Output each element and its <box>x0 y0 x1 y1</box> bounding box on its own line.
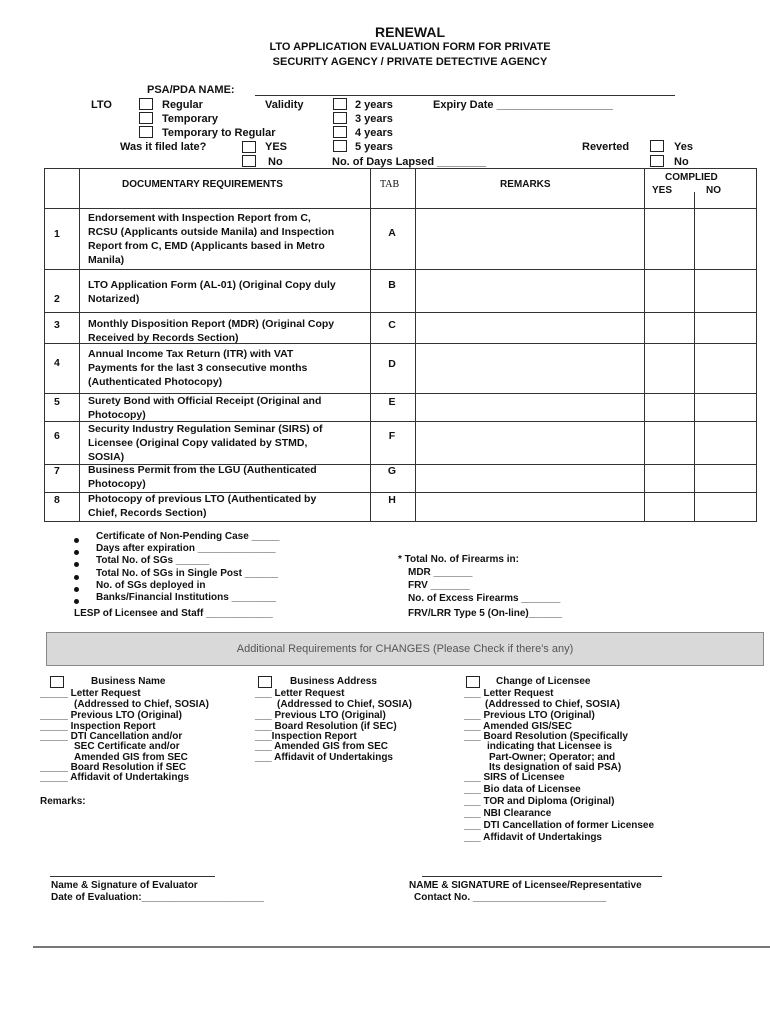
licensee-item: (Addressed to Chief, SOSIA) <box>485 699 621 710</box>
form-title: RENEWAL <box>375 24 445 40</box>
filed-late-label: Was it filed late? <box>120 141 207 153</box>
row-number: 4 <box>54 357 60 369</box>
reverted-yes-checkbox[interactable] <box>650 140 664 152</box>
licensee-signature-line[interactable] <box>422 876 662 877</box>
bullet-icon <box>74 562 79 567</box>
filed-late-yes-label: YES <box>265 141 288 153</box>
page-bottom-divider <box>33 946 770 948</box>
business-name-item: _____ Affidavit of Undertakings <box>40 772 190 783</box>
evaluator-signature-line[interactable] <box>50 876 215 877</box>
licensee-signature-label: NAME & SIGNATURE of Licensee/Representative <box>409 880 642 891</box>
form-subtitle-line2: SECURITY AGENCY / PRIVATE DETECTIVE AGENCY <box>272 56 548 68</box>
licensee-item: ___ Affidavit of Undertakings <box>464 832 602 843</box>
col-header-complied: COMPLIED <box>665 172 718 183</box>
reverted-label: Reverted <box>582 141 630 153</box>
checklist-item: Banks/Financial Institutions ________ <box>96 592 277 603</box>
licensee-item: ___ TOR and Diploma (Original) <box>464 796 615 807</box>
expiry-date-field[interactable]: Expiry Date ___________________ <box>433 99 613 111</box>
lto-temp-to-regular-label: Temporary to Regular <box>162 127 276 139</box>
row-number: 3 <box>54 319 60 331</box>
licensee-item: ___ Bio data of Licensee <box>464 784 581 795</box>
business-address-title: Business Address <box>290 676 377 687</box>
tab-letter: G <box>387 465 397 477</box>
evaluator-signature-label: Name & Signature of Evaluator <box>51 880 198 891</box>
business-address-item: ___ Amended GIS from SEC <box>255 741 388 752</box>
requirement-text: Monthly Disposition Report (MDR) (Original Copy Received by Records Section) <box>88 318 335 344</box>
lto-regular-checkbox[interactable] <box>139 98 153 110</box>
psa-name-field[interactable] <box>255 95 675 96</box>
lto-regular-label: Regular <box>162 99 203 111</box>
firearms-item: No. of Excess Firearms _______ <box>408 593 561 604</box>
bullet-icon <box>74 575 79 580</box>
business-name-item: (Addressed to Chief, SOSIA) <box>74 699 210 710</box>
col-header-requirements: DOCUMENTARY REQUIREMENTS <box>122 179 283 190</box>
tab-letter: E <box>388 396 396 408</box>
licensee-item: Its designation of said PSA) <box>489 762 622 773</box>
col-header-yes: YES <box>652 185 673 196</box>
validity-3y-label: 3 years <box>355 113 393 125</box>
licensee-item: ___ Board Resolution (Specifically <box>464 731 628 742</box>
filed-late-no-checkbox[interactable] <box>242 155 256 167</box>
firearms-title: * Total No. of Firearms in: <box>398 554 519 565</box>
firearms-item: FRV/LRR Type 5 (On-line)______ <box>408 608 563 619</box>
firearms-item: MDR _______ <box>408 567 473 578</box>
business-address-item: ___ Letter Request <box>255 688 345 699</box>
business-name-item: SEC Certificate and/or <box>74 741 180 752</box>
checklist-item: No. of SGs deployed in <box>96 580 206 591</box>
business-name-item: _____ DTI Cancellation and/or <box>40 731 183 742</box>
col-header-tab: TAB <box>380 179 400 190</box>
lto-temp-to-regular-checkbox[interactable] <box>139 126 153 138</box>
col-header-no: NO <box>706 185 721 196</box>
tab-letter: D <box>388 358 396 370</box>
requirement-text: Surety Bond with Official Receipt (Original and Photocopy) <box>88 395 322 421</box>
licensee-item: ___ DTI Cancellation of former Licensee <box>464 820 655 831</box>
lesp-field: LESP of Licensee and Staff ____________ <box>74 608 273 619</box>
business-address-item: ___ Previous LTO (Original) <box>255 710 386 721</box>
days-lapsed-field[interactable]: No. of Days Lapsed ________ <box>332 156 487 168</box>
row-number: 5 <box>54 396 60 408</box>
validity-4y-label: 4 years <box>355 127 393 139</box>
contact-number-field[interactable]: Contact No. ________________________ <box>414 892 607 903</box>
validity-4y-checkbox[interactable] <box>333 126 347 138</box>
changes-banner: Additional Requirements for CHANGES (Please Check if there's any) <box>46 632 764 666</box>
checklist-item: Total No. of SGs in Single Post ______ <box>96 568 279 579</box>
bullet-icon <box>74 538 79 543</box>
col-header-remarks: REMARKS <box>500 179 551 190</box>
validity-3y-checkbox[interactable] <box>333 112 347 124</box>
row-number: 8 <box>54 494 60 506</box>
business-address-item: ___ Board Resolution (if SEC) <box>255 721 397 732</box>
change-of-licensee-title: Change of Licensee <box>496 676 591 687</box>
tab-letter: H <box>388 494 396 506</box>
validity-label: Validity <box>265 99 304 111</box>
business-name-item: _____ Previous LTO (Original) <box>40 710 182 721</box>
checklist-item: Days after expiration ______________ <box>96 543 276 554</box>
tab-letter: A <box>388 227 396 239</box>
checklist-item: Certificate of Non-Pending Case _____ <box>96 531 280 542</box>
form-subtitle-line1: LTO APPLICATION EVALUATION FORM FOR PRIVATE <box>269 41 551 53</box>
validity-2y-label: 2 years <box>355 99 393 111</box>
bullet-icon <box>74 550 79 555</box>
business-name-checkbox[interactable] <box>50 676 64 688</box>
business-name-item: _____ Letter Request <box>40 688 141 699</box>
business-name-item: Amended GIS from SEC <box>74 752 188 763</box>
reverted-no-label: No <box>674 156 689 168</box>
licensee-item: ___ Previous LTO (Original) <box>464 710 595 721</box>
licensee-item: ___ NBI Clearance <box>464 808 552 819</box>
checklist-item: Total No. of SGs ______ <box>96 555 210 566</box>
filed-late-no-label: No <box>268 156 283 168</box>
licensee-item: ___ Amended GIS/SEC <box>464 721 572 732</box>
business-address-item: ___ Affidavit of Undertakings <box>255 752 393 763</box>
lto-temporary-label: Temporary <box>162 113 219 125</box>
change-of-licensee-checkbox[interactable] <box>466 676 480 688</box>
business-name-item: _____ Inspection Report <box>40 721 156 732</box>
firearms-item: FRV _______ <box>408 580 470 591</box>
business-name-title: Business Name <box>91 676 166 687</box>
requirement-text: LTO Application Form (AL-01) (Original Copy duly Notarized) <box>88 279 336 305</box>
tab-letter: F <box>388 430 396 442</box>
row-number: 6 <box>54 430 60 442</box>
row-number: 7 <box>54 465 60 477</box>
bullet-icon <box>74 599 79 604</box>
licensee-item: Part-Owner; Operator; and <box>489 752 616 763</box>
requirement-text: Endorsement with Inspection Report from C, RCSU (Applicants outside Manila) and Inspection Report from C, EMD (Applicants based in Metro Manila) <box>88 212 335 266</box>
validity-5y-label: 5 years <box>355 141 393 153</box>
requirement-text: Annual Income Tax Return (ITR) with VAT Payments for the last 3 consecutive months (Authenticated Photocopy) <box>88 348 308 388</box>
bullet-icon <box>74 587 79 592</box>
requirement-text: Photocopy of previous LTO (Authenticated by Chief, Records Section) <box>88 493 317 519</box>
row-number: 1 <box>54 228 60 240</box>
licensee-item: ___ SIRS of Licensee <box>464 772 565 783</box>
validity-2y-checkbox[interactable] <box>333 98 347 110</box>
reverted-no-checkbox[interactable] <box>650 155 664 167</box>
business-address-checkbox[interactable] <box>258 676 272 688</box>
licensee-item: ___ Letter Request <box>464 688 554 699</box>
row-number: 2 <box>54 293 60 305</box>
requirement-text: Business Permit from the LGU (Authenticated Photocopy) <box>88 464 317 490</box>
tab-letter: B <box>388 279 396 291</box>
tab-letter: C <box>388 319 396 331</box>
validity-5y-checkbox[interactable] <box>333 140 347 152</box>
evaluation-date-field[interactable]: Date of Evaluation:______________________ <box>51 892 264 903</box>
filed-late-yes-checkbox[interactable] <box>242 141 256 153</box>
requirement-text: Security Industry Regulation Seminar (SIRS) of Licensee (Original Copy validated by STMD, SOSIA) <box>88 423 323 463</box>
psa-name-label: PSA/PDA NAME: <box>147 84 235 96</box>
business-name-item: _____ Board Resolution if SEC <box>40 762 187 773</box>
requirements-table <box>44 168 757 522</box>
business-address-item: ___Inspection Report <box>255 731 357 742</box>
reverted-yes-label: Yes <box>674 141 693 153</box>
licensee-item: indicating that Licensee is <box>487 741 613 752</box>
lto-temporary-checkbox[interactable] <box>139 112 153 124</box>
business-address-item: (Addressed to Chief, SOSIA) <box>277 699 413 710</box>
lto-label: LTO <box>91 99 112 111</box>
remarks-label: Remarks: <box>40 796 86 807</box>
